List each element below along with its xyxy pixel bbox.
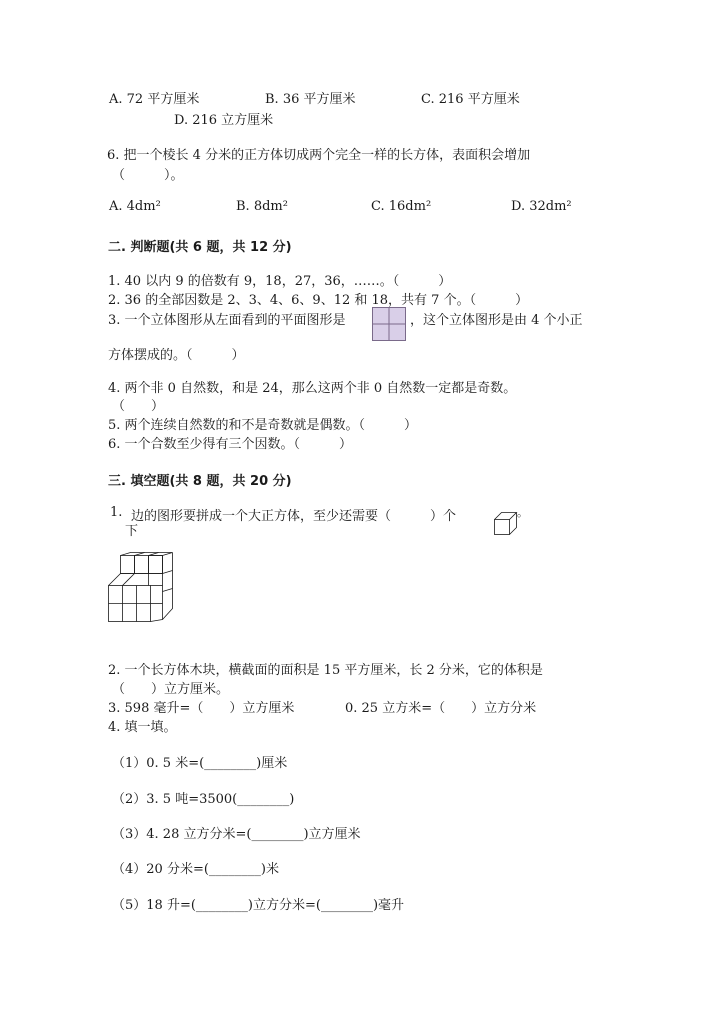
judge-item-3-cont: ，这个立体图形是由 4 个小正 (410, 313, 583, 328)
q6-option-b: B. 8dm² (236, 199, 288, 214)
judge-item-4: 4. 两个非 0 自然数，和是 24，那么这两个非 0 自然数一定都是奇数。 (108, 381, 517, 396)
judge-item-5: 5. 两个连续自然数的和不是奇数就是偶数。（ ） (108, 418, 418, 433)
judge-item-1: 1. 40 以内 9 的倍数有 9，18，27，36，……。（ ） (108, 274, 452, 289)
judge-item-3-end: 方体摆成的。（ ） (108, 348, 245, 363)
fill-q4-item-4: （4）20 分米=(________)米 (112, 862, 279, 877)
q6-text: 6. 把一个棱长 4 分米的正方体切成两个完全一样的长方体，表面积会增加 (107, 148, 531, 163)
fill-q2-text: 2. 一个长方体木块，横截面的面积是 15 平方厘米，长 2 分米，它的体积是 (108, 663, 543, 678)
q6-option-c: C. 16dm² (371, 199, 432, 214)
q6-option-d: D. 32dm² (511, 199, 572, 214)
judge-item-6: 6. 一个合数至少得有三个因数。（ ） (108, 437, 353, 452)
section3-title: 三. 填空题(共 8 题，共 20 分) (108, 474, 292, 489)
fill-q1-end: 。 (517, 506, 528, 519)
left-view-grid-figure (372, 307, 406, 341)
fill-q4-item-3: （3）4. 28 立方分米=(________)立方厘米 (112, 827, 361, 842)
judge-item-3: 3. 一个立体图形从左面看到的平面图形是 (108, 313, 346, 328)
fill-q2-blank: （ ）立方厘米。 (112, 682, 230, 697)
option-d: D. 216 立方厘米 (174, 113, 274, 128)
q6-option-a: A. 4dm² (109, 199, 161, 214)
option-b: B. 36 平方厘米 (265, 92, 356, 107)
option-a: A. 72 平方厘米 (109, 92, 200, 107)
fill-q3-part1: 3. 598 毫升=（ ）立方厘米 (108, 701, 295, 716)
stacked-cubes-figure (108, 552, 178, 624)
fill-q3-part2: 0. 25 立方米=（ ）立方分米 (345, 701, 537, 716)
fill-q4-item-1: （1）0. 5 米=(________)厘米 (112, 756, 288, 771)
fill-q1-text: 边的图形要拼成一个大正方体，至少还需要（ ）个 (131, 509, 457, 524)
section2-title: 二. 判断题(共 6 题，共 12 分) (108, 240, 292, 255)
fill-q1-under: 下 (125, 524, 139, 539)
small-cube-icon (494, 512, 518, 536)
fill-q4-title: 4. 填一填。 (108, 720, 177, 735)
fill-q1-number: 1. (110, 505, 123, 520)
judge-item-2: 2. 36 的全部因数是 2、3、4、6、9、12 和 18，共有 7 个。（ ） (108, 293, 529, 308)
fill-q4-item-2: （2）3. 5 吨=3500(________) (112, 792, 295, 807)
q6-blank: （ ）。 (112, 168, 184, 183)
fill-q4-item-5: （5）18 升=(________)立方分米=(________)毫升 (112, 898, 405, 913)
option-c: C. 216 平方厘米 (421, 92, 520, 107)
judge-item-4-blank: （ ） (112, 399, 165, 414)
